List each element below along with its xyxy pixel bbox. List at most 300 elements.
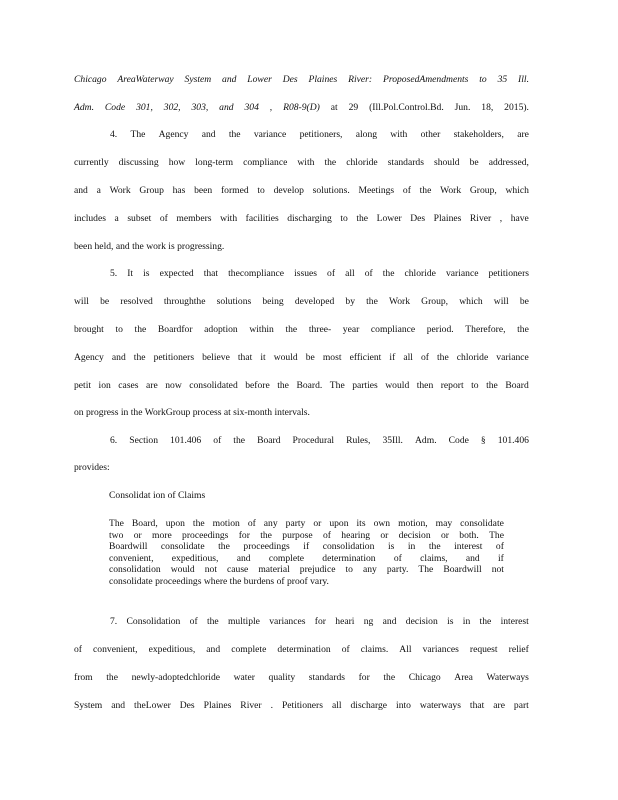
word: compliance — [243, 157, 288, 168]
word: the — [134, 324, 147, 335]
word: prejudice — [299, 564, 336, 576]
word: 304 — [244, 102, 259, 113]
word: if — [389, 352, 396, 363]
word: quality — [268, 672, 296, 683]
word: and — [465, 552, 480, 564]
word: interest — [454, 541, 483, 553]
word: All — [399, 644, 412, 655]
word: its — [356, 518, 366, 529]
word: upon — [329, 518, 349, 529]
word: ion — [98, 380, 111, 391]
word: issues — [294, 268, 318, 279]
word: has — [172, 185, 186, 196]
word: it — [260, 352, 266, 363]
word: all — [345, 268, 355, 279]
word: party. — [386, 564, 409, 576]
word: The — [489, 529, 504, 541]
quote-line-4 — [109, 564, 504, 575]
word: of — [393, 552, 402, 564]
word: Adm. — [74, 102, 94, 113]
word: or — [440, 529, 449, 541]
word: proceedings — [243, 541, 290, 553]
word: claims. — [360, 644, 389, 655]
word: other — [420, 129, 441, 140]
word: 5. — [110, 268, 118, 279]
word: petit — [74, 380, 92, 391]
word: of — [402, 185, 411, 196]
word: 7. — [110, 616, 118, 627]
word: own — [373, 518, 391, 529]
word: at — [330, 102, 338, 113]
word: . — [270, 700, 273, 711]
word: cause — [227, 564, 249, 576]
word: , — [499, 213, 503, 224]
word: standards — [387, 157, 424, 168]
word: of — [159, 213, 168, 224]
word: by — [345, 296, 355, 307]
word: Agency — [74, 352, 104, 363]
quote-line-5: consolidate proceedings where the burdens of proof vary. — [109, 576, 329, 587]
word: motion, — [398, 518, 428, 529]
text-line-5 — [74, 213, 529, 225]
word: material — [258, 564, 290, 576]
word: the — [233, 435, 246, 446]
word: includes — [74, 213, 106, 224]
word: heari — [335, 616, 355, 627]
word: expected — [159, 268, 194, 279]
word: determination — [322, 552, 376, 564]
word: Chicago — [74, 74, 107, 85]
word: Plaines — [308, 74, 338, 85]
word: how — [168, 157, 186, 168]
word: to — [340, 213, 348, 224]
word: of — [364, 268, 373, 279]
word: with — [390, 129, 408, 140]
word: discharge — [350, 700, 388, 711]
word: should — [433, 157, 460, 168]
word: River: — [348, 74, 373, 85]
quote-line-3 — [109, 553, 504, 564]
word: determination — [277, 644, 331, 655]
word: 18, — [481, 102, 494, 113]
word: then — [416, 380, 434, 391]
word: It — [127, 268, 134, 279]
word: Lower — [376, 213, 402, 224]
word: River — [240, 700, 262, 711]
word: the — [206, 616, 219, 627]
word: multiple — [227, 616, 260, 627]
word: newly-adoptedchloride — [131, 672, 221, 683]
word: Des — [179, 700, 195, 711]
word: of — [322, 529, 331, 541]
word: thecompliance — [228, 268, 285, 279]
word: consolidate — [460, 518, 504, 529]
word: variances — [422, 644, 459, 655]
word: all — [331, 700, 342, 711]
word: Procedural — [292, 435, 335, 446]
text-line-8 — [74, 296, 529, 308]
word: convenient, — [93, 644, 138, 655]
word: Rules, — [346, 435, 371, 446]
word: purpose — [282, 529, 313, 541]
word: Jun. — [454, 102, 471, 113]
word: Agency — [158, 129, 189, 140]
word: that — [237, 352, 253, 363]
text-line-b-3 — [74, 700, 529, 712]
word: complete — [231, 644, 267, 655]
word: a — [114, 213, 119, 224]
word: ProposedAmendments — [382, 74, 469, 85]
word: decision — [398, 529, 431, 541]
word: be — [469, 157, 479, 168]
word: been — [194, 185, 213, 196]
word: waterways — [419, 700, 461, 711]
word: consolidation — [322, 541, 375, 553]
word: request — [469, 644, 498, 655]
word: facilities — [245, 213, 279, 224]
word: the — [277, 380, 289, 391]
word: System — [184, 74, 212, 85]
word: proceedings — [182, 529, 229, 541]
word: the — [192, 518, 205, 529]
text-line-11 — [74, 380, 529, 392]
word: chloride — [346, 157, 378, 168]
word: the — [486, 380, 498, 391]
word: Lower — [247, 74, 272, 85]
word: cases — [118, 380, 139, 391]
quote-line-0 — [109, 518, 504, 529]
word: in — [462, 616, 471, 627]
word: for — [358, 672, 370, 683]
word: to — [345, 564, 353, 576]
word: along — [355, 129, 378, 140]
word: Board, — [131, 518, 158, 529]
text-line-b-0 — [110, 616, 529, 628]
word: chloride — [404, 268, 436, 279]
word: or — [133, 529, 142, 541]
word: Ill. — [518, 74, 529, 85]
word: any — [362, 564, 377, 576]
word: River — [469, 213, 492, 224]
word: the — [479, 616, 492, 627]
text-line-14: provides: — [74, 462, 110, 473]
word: and — [382, 616, 397, 627]
word: from — [74, 672, 93, 683]
word: addressed, — [488, 157, 529, 168]
text-line-13 — [110, 435, 529, 447]
word: three- — [308, 324, 332, 335]
text-line-0 — [74, 74, 529, 86]
word: not — [491, 564, 504, 576]
word: consolidated — [189, 380, 238, 391]
word: § — [480, 435, 486, 446]
word: 302, — [163, 102, 181, 113]
word: adoption — [204, 324, 238, 335]
word: the — [382, 268, 395, 279]
word: Chicago — [408, 672, 441, 683]
word: Petitioners — [281, 700, 323, 711]
word: have — [510, 213, 529, 224]
word: relief — [508, 644, 529, 655]
word: solutions — [216, 296, 252, 307]
word: 2015). — [504, 102, 529, 113]
word: Work — [388, 296, 411, 307]
word: solutions. — [312, 185, 350, 196]
word: Group — [139, 185, 164, 196]
text-line-2 — [110, 129, 529, 141]
word: be — [305, 352, 315, 363]
word: into — [396, 700, 411, 711]
word: is — [143, 268, 150, 279]
word: petitioners, — [299, 129, 343, 140]
word: 303, — [191, 102, 209, 113]
word: System — [74, 700, 103, 711]
word: being — [262, 296, 284, 307]
word: 6. — [110, 435, 118, 446]
word: 29 — [348, 102, 359, 113]
word: Boardwill — [109, 541, 148, 553]
word: in — [407, 541, 416, 553]
word: are — [493, 700, 505, 711]
word: now — [165, 380, 182, 391]
word: standards — [308, 672, 346, 683]
word: may — [435, 518, 453, 529]
word: to — [257, 185, 265, 196]
word: formed — [220, 185, 249, 196]
quote-line-2 — [109, 541, 504, 552]
word: parties — [352, 380, 378, 391]
word: The — [329, 380, 345, 391]
word: the — [106, 672, 118, 683]
word: the — [218, 541, 230, 553]
word: for — [314, 616, 326, 627]
word: (Ill.Pol.Control.Bd. — [369, 102, 444, 113]
word: and — [206, 644, 221, 655]
word: Board. — [296, 380, 323, 391]
word: resolved — [120, 296, 153, 307]
word: and — [222, 74, 237, 85]
word: efficient — [349, 352, 382, 363]
word: with — [297, 157, 315, 168]
word: and — [236, 552, 251, 564]
word: Work — [440, 185, 462, 196]
word: before — [245, 380, 270, 391]
word: the — [324, 157, 337, 168]
word: Meetings — [358, 185, 395, 196]
text-line-7 — [110, 268, 529, 280]
word: Group, — [421, 296, 449, 307]
text-line-10 — [74, 352, 529, 364]
word: consolidation — [109, 564, 161, 576]
word: for — [238, 529, 250, 541]
word: long-term — [195, 157, 234, 168]
word: Section — [129, 435, 159, 446]
word: that — [469, 700, 485, 711]
word: , — [269, 102, 273, 113]
word: of — [341, 644, 350, 655]
word: expeditious, — [171, 552, 219, 564]
word: be — [100, 296, 110, 307]
word: within — [249, 324, 274, 335]
word: all — [403, 352, 413, 363]
word: are — [146, 380, 158, 391]
text-line-12: on progress in the WorkGroup process at six-month intervals. — [74, 407, 310, 418]
word: Plaines — [433, 213, 462, 224]
word: of — [420, 352, 429, 363]
word: develop — [273, 185, 304, 196]
word: is — [447, 616, 454, 627]
word: Consolidation — [126, 616, 181, 627]
word: two — [109, 529, 124, 541]
word: Boardfor — [157, 324, 193, 335]
word: be — [519, 296, 529, 307]
word: and — [201, 129, 216, 140]
word: which — [505, 185, 529, 196]
word: Board — [257, 435, 281, 446]
word: claims, — [420, 552, 448, 564]
word: both. — [459, 529, 479, 541]
word: part — [513, 700, 529, 711]
word: The — [130, 129, 146, 140]
word: Boardwill — [443, 564, 482, 576]
word: variance — [445, 268, 479, 279]
word: year — [342, 324, 360, 335]
word: the — [260, 529, 272, 541]
word: Waterways — [486, 672, 529, 683]
text-line-1 — [74, 102, 529, 114]
word: most — [322, 352, 342, 363]
word: consolidate — [160, 541, 205, 553]
word: subset — [127, 213, 152, 224]
word: to — [115, 324, 123, 335]
word: is — [387, 541, 395, 553]
word: theLower — [134, 700, 171, 711]
word: discharging — [287, 213, 332, 224]
word: would — [170, 564, 195, 576]
word: 35 — [497, 74, 508, 85]
word: the — [383, 672, 396, 683]
word: which — [459, 296, 483, 307]
word: would — [273, 352, 298, 363]
word: period. — [426, 324, 454, 335]
word: Therefore, — [465, 324, 506, 335]
word: developed — [294, 296, 335, 307]
word: or — [313, 518, 322, 529]
word: of — [495, 541, 504, 553]
word: expeditious, — [148, 644, 196, 655]
word: Des — [410, 213, 426, 224]
text-line-b-2 — [74, 672, 529, 684]
word: variances — [269, 616, 306, 627]
word: will — [74, 296, 89, 307]
word: The — [109, 518, 124, 529]
word: report — [440, 380, 464, 391]
word: variance — [496, 352, 529, 363]
word: 4. — [110, 129, 118, 140]
word: 35Ill. — [382, 435, 403, 446]
word: motion — [212, 518, 240, 529]
word: water — [233, 672, 255, 683]
word: the — [285, 324, 298, 335]
word: if — [303, 541, 310, 553]
word: AreaWaterway — [117, 74, 174, 85]
word: party — [285, 518, 306, 529]
word: Group, — [469, 185, 497, 196]
word: or — [380, 529, 389, 541]
word: the — [437, 352, 449, 363]
word: the — [356, 213, 369, 224]
word: discussing — [118, 157, 159, 168]
word: compliance — [370, 324, 416, 335]
word: Des — [282, 74, 298, 85]
word: petitioners — [488, 268, 529, 279]
word: brought — [74, 324, 104, 335]
word: 101.406 — [170, 435, 202, 446]
word: throughthe — [163, 296, 206, 307]
word: of — [247, 518, 256, 529]
word: Adm. — [415, 435, 437, 446]
word: that — [203, 268, 219, 279]
quote-line-1 — [109, 530, 504, 541]
word: of — [189, 616, 198, 627]
word: and — [111, 700, 126, 711]
word: convenient, — [109, 552, 154, 564]
word: the — [428, 541, 441, 553]
text-line-b-1 — [74, 644, 529, 656]
word: believe — [202, 352, 230, 363]
word: ng — [363, 616, 374, 627]
word: of — [327, 268, 336, 279]
word: decision — [405, 616, 438, 627]
word: of — [74, 644, 82, 655]
word: R08-9(D) — [283, 102, 320, 113]
word: upon — [165, 518, 185, 529]
word: complete — [268, 552, 305, 564]
word: variance — [253, 129, 287, 140]
word: members — [176, 213, 212, 224]
word: Area — [454, 672, 473, 683]
word: hearing — [341, 529, 371, 541]
word: the — [517, 324, 529, 335]
text-line-3 — [74, 157, 529, 169]
word: the — [419, 185, 432, 196]
word: a — [96, 185, 101, 196]
word: currently — [74, 157, 109, 168]
text-line-9 — [74, 324, 529, 336]
word: Work — [109, 185, 131, 196]
word: any — [263, 518, 278, 529]
word: to — [471, 380, 479, 391]
word: Board — [505, 380, 529, 391]
word: interest — [500, 616, 529, 627]
quote-heading: Consolidat ion of Claims — [109, 490, 206, 501]
word: chloride — [456, 352, 489, 363]
word: would — [385, 380, 410, 391]
word: 101.406 — [497, 435, 529, 446]
word: with — [220, 213, 238, 224]
word: not — [204, 564, 217, 576]
word: are — [517, 129, 529, 140]
word: if — [498, 552, 504, 564]
text-line-4 — [74, 185, 529, 197]
word: Code — [104, 102, 126, 113]
word: petitioners — [153, 352, 195, 363]
word: more — [152, 529, 172, 541]
word: to — [479, 74, 487, 85]
word: Plaines — [203, 700, 232, 711]
word: stakeholders, — [453, 129, 504, 140]
word: the — [228, 129, 241, 140]
